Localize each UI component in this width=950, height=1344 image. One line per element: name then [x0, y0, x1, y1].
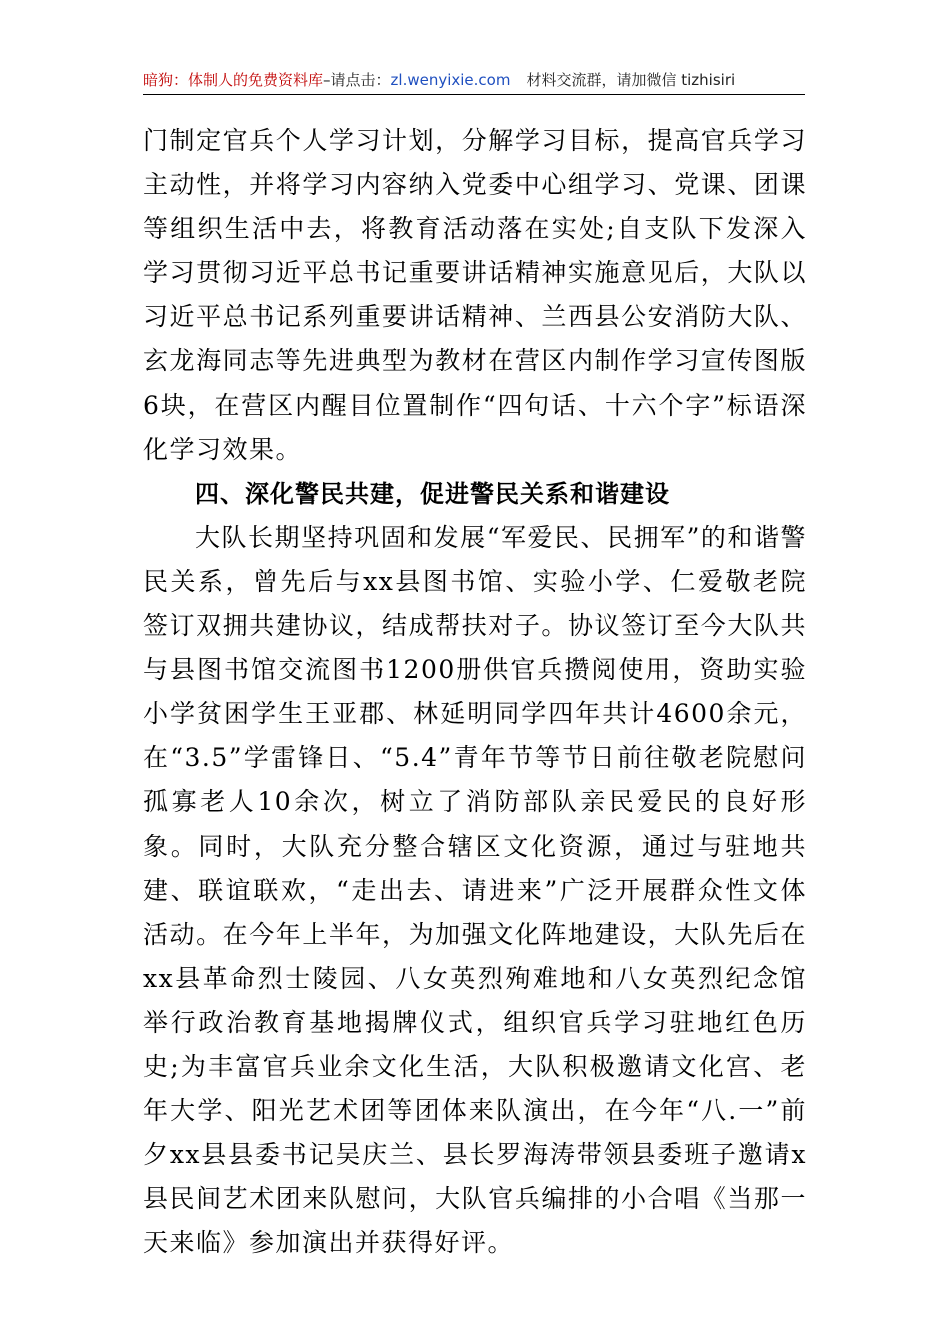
document-body — [143, 119, 807, 1265]
header-link[interactable]: zl.wenyixie.com — [390, 71, 511, 89]
header-site-name: 暗狗：体制人的免费资料库 — [143, 71, 324, 89]
section-heading-4: 四、深化警民共建，促进警民关系和谐建设 — [195, 479, 670, 508]
document-header — [143, 66, 805, 95]
paragraph-continuation: 门制定官兵个人学习计划，分解学习目标，提高官兵学习主动性，并将学习内容纳入党委中心组学习、党课、团课等组织生活中去，将教育活动落在实处;自支队下发深入学习贯彻习近平总书记重要讲话精神实施意见后，大队以习近平总书记系列重要讲话精神、兰西县公安消防大队、玄龙海同志等先进典型为教材在营区内制作学习宣传图版6块，在营区内醒目位置制作“四句话、十六个字”标语深化学习效果。 — [143, 126, 807, 464]
header-note: 材料交流群，请加微信 tizhisiri — [526, 71, 736, 89]
header-click-prompt: –请点击： — [323, 71, 391, 89]
paragraph-section-4: 大队长期坚持巩固和发展“军爱民、民拥军”的和谐警民关系，曾先后与xx县图书馆、实验小学、仁爱敬老院签订双拥共建协议，结成帮扶对子。协议签订至今大队共与县图书馆交流图书1200册供官兵攒阅使用，资助实验小学贫困学生王亚郡、林延明同学四年共计4600余元，在“3.5”学雷锋日、“5.4”青年节等节日前往敬老院慰问孤寡老人10余次，树立了消防部队亲民爱民的良好形象。同时，大队充分整合辖区文化资源，通过与驻地共建、联谊联欢，“走出去、请进来”广泛开展群众性文体活动。在今年上半年，为加强文化阵地建设，大队先后在xx县革命烈士陵园、八女英烈殉难地和八女英烈纪念馆举行政治教育基地揭牌仪式，组织官兵学习驻地红色历史;为丰富官兵业余文化生活，大队积极邀请文化宫、老年大学、阳光艺术团等团体来队演出，在今年“八.一”前夕xx县县委书记吴庆兰、县长罗海涛带领县委班子邀请x县民间艺术团来队慰问，大队官兵编排的小合唱《当那一天来临》参加演出并获得好评。 — [143, 522, 808, 1258]
